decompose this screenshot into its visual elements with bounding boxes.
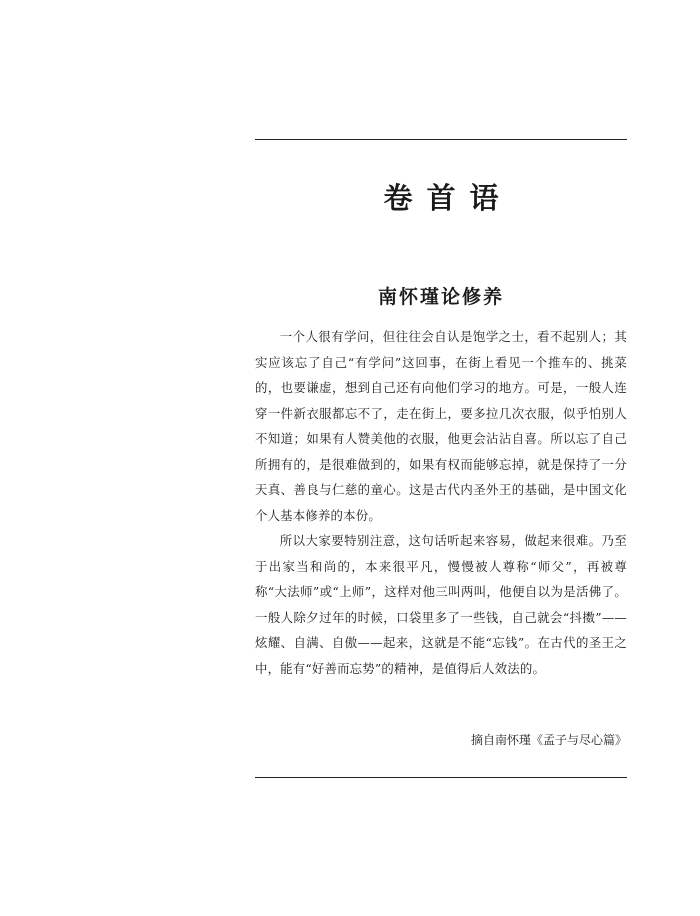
- source-attribution: 摘自南怀瑾《孟子与尽心篇》: [470, 733, 627, 747]
- bottom-divider: [255, 777, 627, 778]
- article-subtitle: 南怀瑾论修养: [377, 286, 504, 308]
- paragraph-2: 所以大家要特别注意，这句话听起来容易，做起来很难。乃至于出家当和尚的，本来很平凡，慢慢被人尊称“师父”，再被尊称“大法师”或“上师”，这样对他三叫两叫，他便自以为是活佛了。一般人除夕过年的时候，口袋里多了一些钱，自己就会“抖擞”——炫耀、自满、自傲——起来，这就是不能“忘钱”。在古代的圣王之中，能有“好善而忘势”的精神，是值得后人效法的。: [255, 533, 627, 676]
- paragraph-1: 一个人很有学问，但往往会自认是饱学之士，看不起别人；其实应该忘了自己“有学问”这回事，在街上看见一个推车的、挑菜的，也要谦虚，想到自己还有向他们学习的地方。可是，一般人连穿一件新衣服都忘不了，走在街上，要多拉几次衣服，似乎怕别人不知道；如果有人赞美他的衣服，他更会沾沾自喜。所以忘了自己所拥有的，是很难做到的，如果有权而能够忘掉，就是保持了一分天真、善良与仁慈的童心。这是古代内圣外王的基础，是中国文化个人基本修养的本份。: [255, 329, 627, 523]
- page-title: 卷首语: [383, 181, 513, 215]
- article-body: [255, 324, 627, 681]
- top-divider: [255, 139, 627, 140]
